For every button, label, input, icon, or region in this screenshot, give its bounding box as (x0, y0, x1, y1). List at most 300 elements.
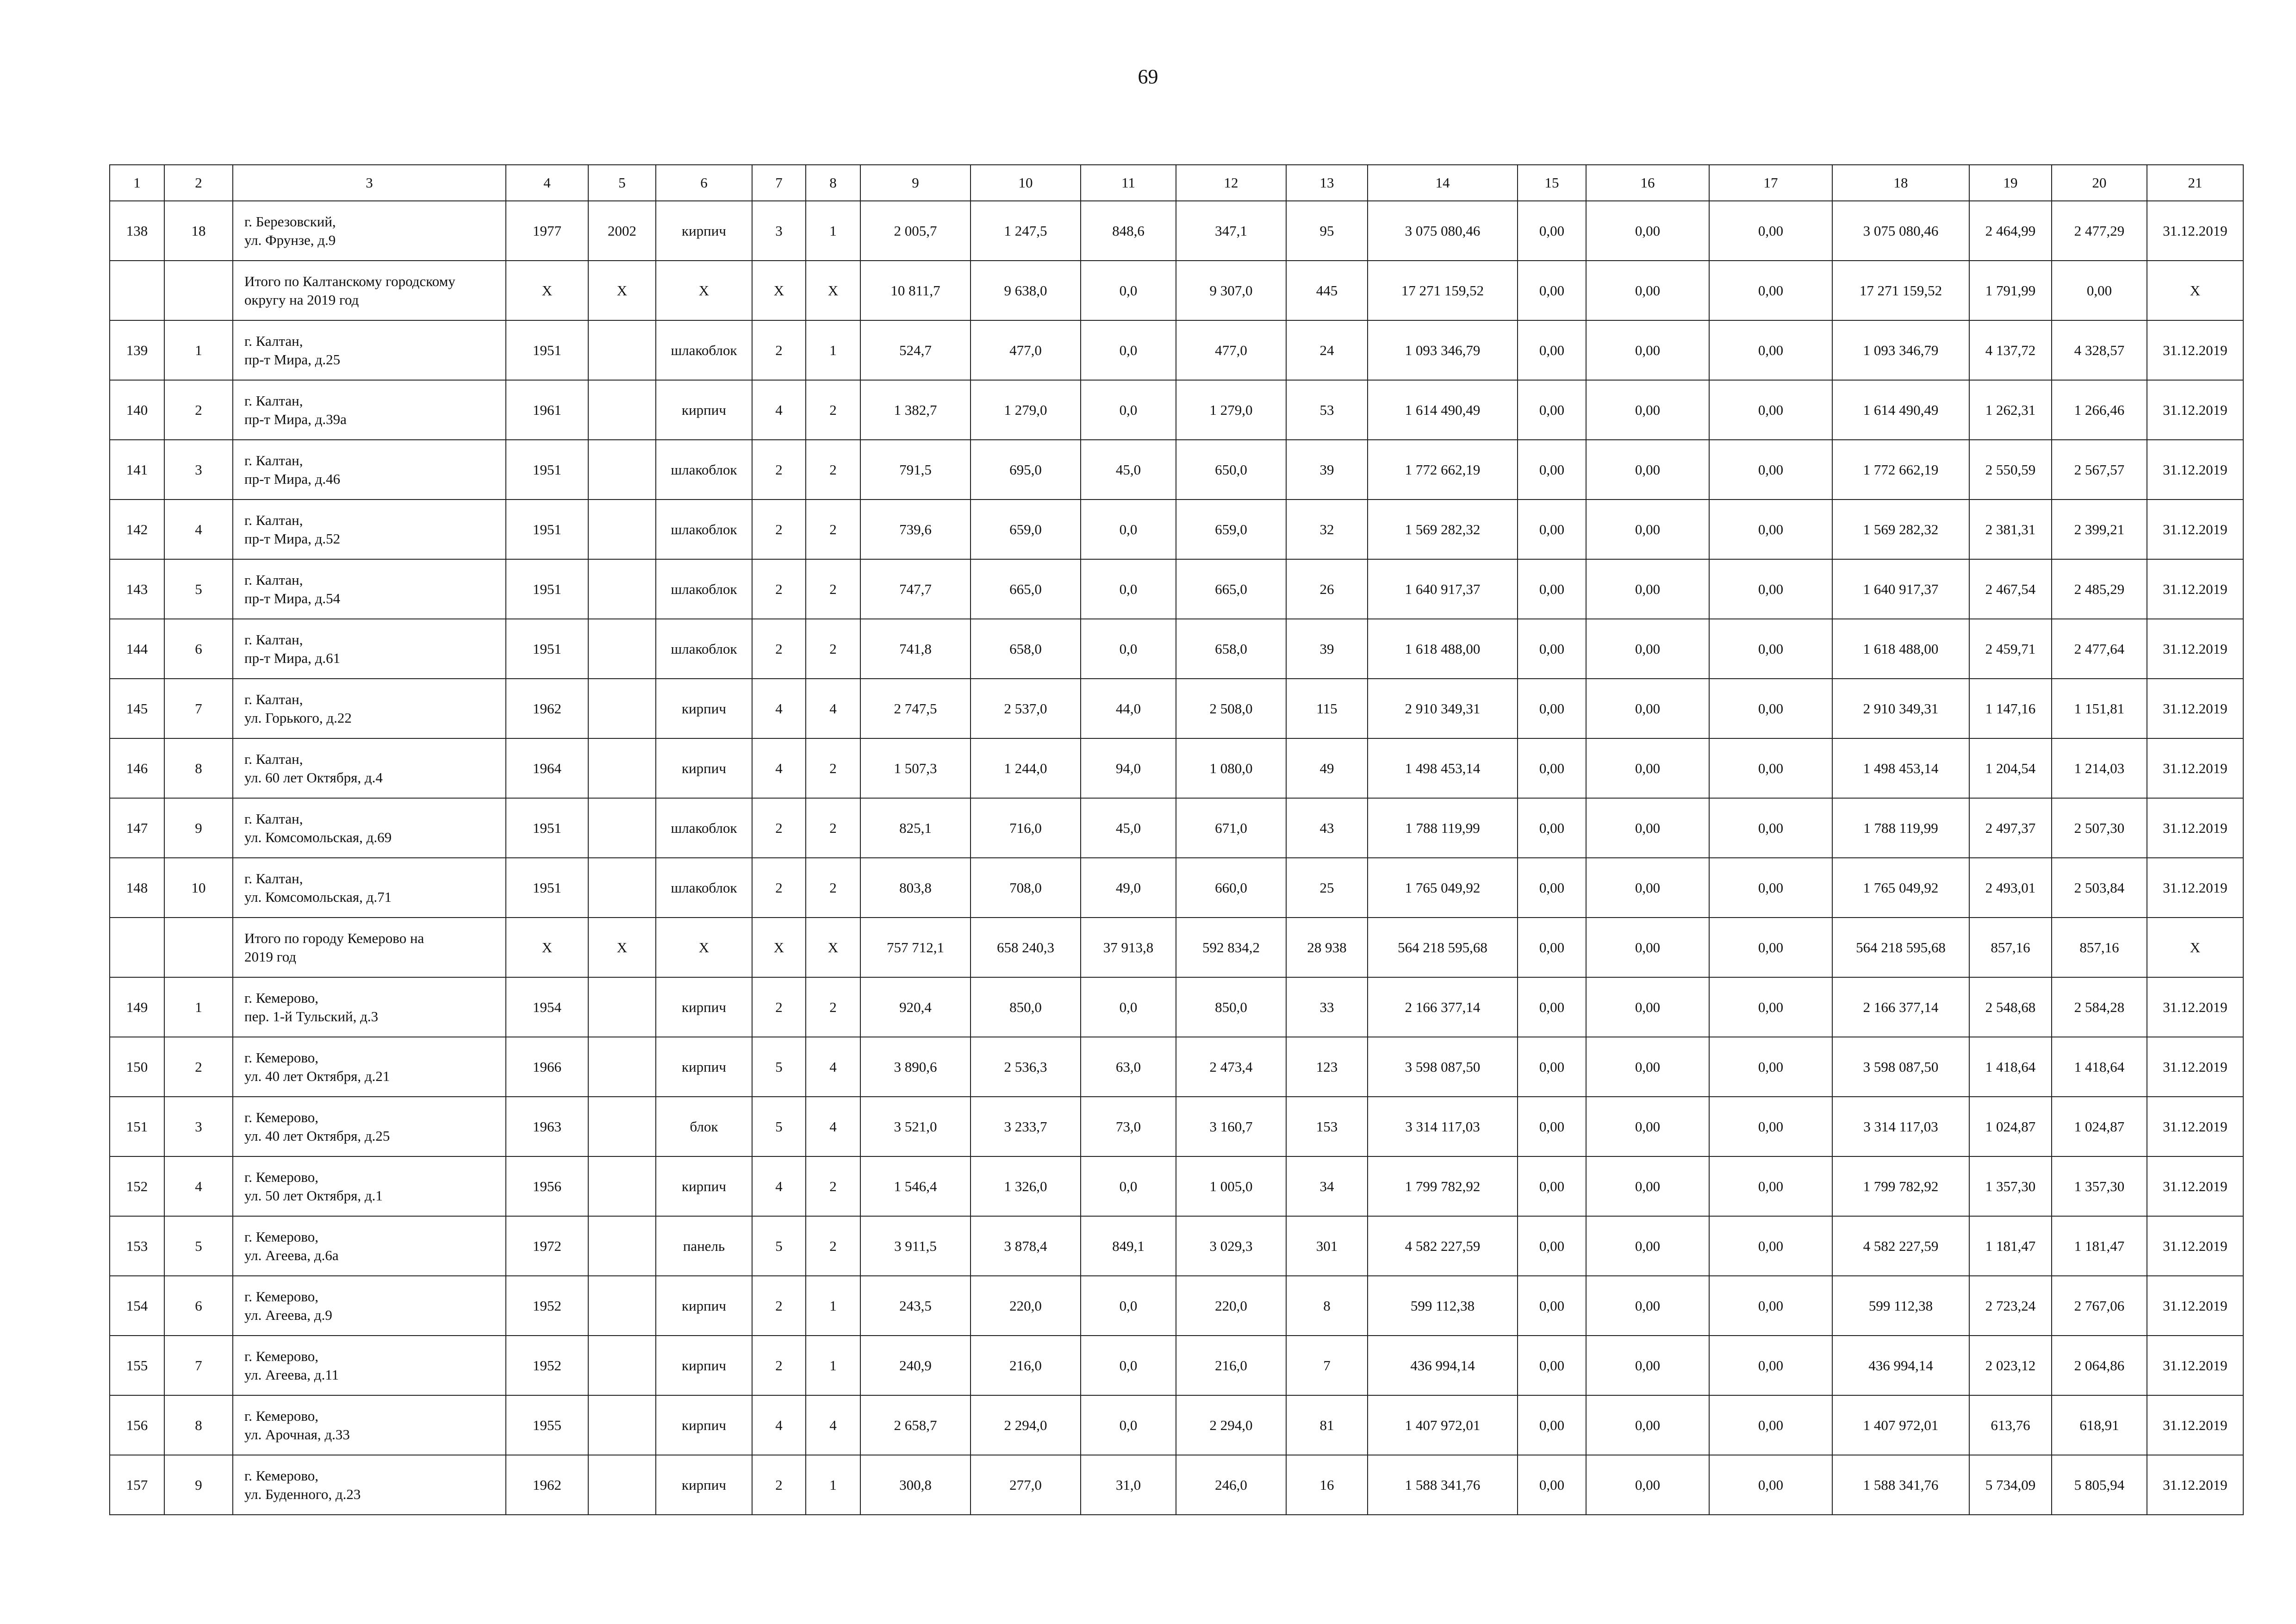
cell-col-11: 94,0 (1081, 738, 1176, 798)
cell-col-15: 0,00 (1518, 977, 1586, 1037)
table-total-row (110, 918, 2243, 977)
cell-col-20: 1 024,87 (2052, 1097, 2147, 1156)
cell-col-20: 2 507,30 (2052, 798, 2147, 858)
cell-col-14: 1 588 341,76 (1368, 1455, 1518, 1515)
cell-col-16: 0,00 (1586, 1037, 1709, 1097)
cell-col-9: 3 911,5 (860, 1216, 971, 1276)
cell-col-11: 73,0 (1081, 1097, 1176, 1156)
cell-col-1: 142 (110, 500, 164, 559)
cell-col-17: 0,00 (1709, 500, 1832, 559)
address-line-2: 2019 год (244, 948, 297, 965)
cell-col-4: 1962 (506, 1455, 588, 1515)
address-cell (233, 1276, 506, 1336)
cell-col-12: 3 160,7 (1176, 1097, 1286, 1156)
table-row (110, 440, 2243, 500)
cell-col-19: 1 418,64 (1969, 1037, 2052, 1097)
address-line-2: ул. 40 лет Октября, д.21 (244, 1068, 390, 1084)
cell-col-21: 31.12.2019 (2147, 201, 2243, 261)
table-row (110, 798, 2243, 858)
cell-col-8: 1 (806, 1336, 860, 1395)
cell-col-11: 45,0 (1081, 440, 1176, 500)
cell-col-14: 1 765 049,92 (1368, 858, 1518, 918)
cell-col-4: Х (506, 918, 588, 977)
address-line-1: г. Кемерово, (244, 1168, 319, 1185)
cell-col-15: 0,00 (1518, 619, 1586, 679)
cell-col-7: 2 (752, 1276, 806, 1336)
cell-col-13: 34 (1286, 1156, 1368, 1216)
cell-col-7: 4 (752, 679, 806, 738)
cell-col-16: 0,00 (1586, 201, 1709, 261)
cell-col-7: 2 (752, 440, 806, 500)
cell-col-17: 0,00 (1709, 1455, 1832, 1515)
cell-col-2 (164, 261, 233, 320)
cell-col-5: Х (588, 261, 656, 320)
address-cell (233, 1097, 506, 1156)
cell-col-10: 477,0 (971, 320, 1081, 380)
cell-col-12: 1 080,0 (1176, 738, 1286, 798)
cell-col-21: 31.12.2019 (2147, 559, 2243, 619)
address-line-1: г. Кемерово, (244, 1049, 319, 1066)
cell-col-16: 0,00 (1586, 1156, 1709, 1216)
column-header-17: 17 (1709, 165, 1832, 201)
table-row (110, 1455, 2243, 1515)
cell-col-9: 10 811,7 (860, 261, 971, 320)
cell-col-19: 2 723,24 (1969, 1276, 2052, 1336)
cell-col-8: 2 (806, 858, 860, 918)
cell-col-7: 5 (752, 1216, 806, 1276)
address-line-2: ул. 60 лет Октября, д.4 (244, 769, 383, 786)
cell-col-5 (588, 1156, 656, 1216)
cell-col-12: 477,0 (1176, 320, 1286, 380)
cell-col-7: 2 (752, 1455, 806, 1515)
cell-col-18: 436 994,14 (1832, 1336, 1969, 1395)
cell-col-11: 848,6 (1081, 201, 1176, 261)
table-row (110, 201, 2243, 261)
cell-col-2: 9 (164, 1455, 233, 1515)
cell-col-14: 2 166 377,14 (1368, 977, 1518, 1037)
cell-col-2: 1 (164, 320, 233, 380)
cell-col-10: 659,0 (971, 500, 1081, 559)
cell-col-18: 1 765 049,92 (1832, 858, 1969, 918)
cell-col-19: 1 262,31 (1969, 380, 2052, 440)
cell-col-14: 1 498 453,14 (1368, 738, 1518, 798)
column-header-12: 12 (1176, 165, 1286, 201)
cell-col-20: 2 064,86 (2052, 1336, 2147, 1395)
cell-col-1: 153 (110, 1216, 164, 1276)
cell-col-13: 81 (1286, 1395, 1368, 1455)
cell-col-10: 658,0 (971, 619, 1081, 679)
cell-col-17: 0,00 (1709, 858, 1832, 918)
cell-col-19: 1 147,16 (1969, 679, 2052, 738)
cell-col-21: 31.12.2019 (2147, 1097, 2243, 1156)
cell-col-9: 300,8 (860, 1455, 971, 1515)
cell-col-12: 1 279,0 (1176, 380, 1286, 440)
cell-col-5: Х (588, 918, 656, 977)
cell-col-5 (588, 738, 656, 798)
cell-col-2: 10 (164, 858, 233, 918)
cell-col-13: 301 (1286, 1216, 1368, 1276)
cell-col-11: 849,1 (1081, 1216, 1176, 1276)
address-line-2: пр-т Мира, д.39а (244, 411, 347, 427)
table-row (110, 380, 2243, 440)
cell-col-19: 2 381,31 (1969, 500, 2052, 559)
cell-col-1: 152 (110, 1156, 164, 1216)
address-line-2: ул. Комсомольская, д.69 (244, 829, 392, 845)
column-header-9: 9 (860, 165, 971, 201)
cell-col-8: 1 (806, 201, 860, 261)
address-line-1: г. Кемерово, (244, 1467, 319, 1484)
cell-col-18: 1 799 782,92 (1832, 1156, 1969, 1216)
cell-col-9: 524,7 (860, 320, 971, 380)
cell-col-8: Х (806, 918, 860, 977)
cell-col-14: 1 640 917,37 (1368, 559, 1518, 619)
address-line-1: г. Кемерово, (244, 1407, 319, 1424)
address-line-1: г. Калтан, (244, 810, 303, 827)
cell-col-14: 1 788 119,99 (1368, 798, 1518, 858)
cell-col-19: 1 357,30 (1969, 1156, 2052, 1216)
cell-col-21: 31.12.2019 (2147, 977, 2243, 1037)
cell-col-11: 0,0 (1081, 619, 1176, 679)
cell-col-6: шлакоблок (656, 440, 752, 500)
address-cell (233, 440, 506, 500)
cell-col-11: 0,0 (1081, 1156, 1176, 1216)
address-line-2: пр-т Мира, д.46 (244, 470, 341, 487)
cell-col-12: 665,0 (1176, 559, 1286, 619)
column-header-8: 8 (806, 165, 860, 201)
table-row (110, 500, 2243, 559)
cell-col-10: 695,0 (971, 440, 1081, 500)
cell-col-17: 0,00 (1709, 320, 1832, 380)
address-line-2: ул. 40 лет Октября, д.25 (244, 1127, 390, 1144)
cell-col-20: 2 767,06 (2052, 1276, 2147, 1336)
cell-col-21: 31.12.2019 (2147, 619, 2243, 679)
cell-col-2: 3 (164, 440, 233, 500)
cell-col-16: 0,00 (1586, 977, 1709, 1037)
address-cell (233, 858, 506, 918)
cell-col-7: 2 (752, 559, 806, 619)
column-header-20: 20 (2052, 165, 2147, 201)
cell-col-20: 2 485,29 (2052, 559, 2147, 619)
cell-col-18: 1 498 453,14 (1832, 738, 1969, 798)
cell-col-13: 95 (1286, 201, 1368, 261)
cell-col-15: 0,00 (1518, 1097, 1586, 1156)
cell-col-13: 49 (1286, 738, 1368, 798)
cell-col-18: 3 075 080,46 (1832, 201, 1969, 261)
cell-col-12: 1 005,0 (1176, 1156, 1286, 1216)
cell-col-16: 0,00 (1586, 679, 1709, 738)
cell-col-6: шлакоблок (656, 619, 752, 679)
cell-col-12: 246,0 (1176, 1455, 1286, 1515)
housing-register-table (109, 164, 2244, 1515)
cell-col-2: 2 (164, 1037, 233, 1097)
cell-col-18: 1 788 119,99 (1832, 798, 1969, 858)
cell-col-4: 1964 (506, 738, 588, 798)
cell-col-15: 0,00 (1518, 858, 1586, 918)
cell-col-8: 2 (806, 559, 860, 619)
table-row (110, 619, 2243, 679)
cell-col-13: 39 (1286, 440, 1368, 500)
cell-col-8: 4 (806, 1037, 860, 1097)
cell-col-21: 31.12.2019 (2147, 380, 2243, 440)
cell-col-13: 115 (1286, 679, 1368, 738)
cell-col-14: 1 569 282,32 (1368, 500, 1518, 559)
cell-col-21: 31.12.2019 (2147, 1156, 2243, 1216)
cell-col-4: 1954 (506, 977, 588, 1037)
cell-col-1: 141 (110, 440, 164, 500)
cell-col-1: 138 (110, 201, 164, 261)
cell-col-10: 665,0 (971, 559, 1081, 619)
column-header-1: 1 (110, 165, 164, 201)
cell-col-11: 0,0 (1081, 380, 1176, 440)
cell-col-18: 2 910 349,31 (1832, 679, 1969, 738)
cell-col-2: 5 (164, 559, 233, 619)
cell-col-6: шлакоблок (656, 320, 752, 380)
cell-col-13: 53 (1286, 380, 1368, 440)
cell-col-6: шлакоблок (656, 798, 752, 858)
cell-col-9: 1 382,7 (860, 380, 971, 440)
cell-col-10: 216,0 (971, 1336, 1081, 1395)
cell-col-2 (164, 918, 233, 977)
cell-col-10: 9 638,0 (971, 261, 1081, 320)
cell-col-9: 1 507,3 (860, 738, 971, 798)
cell-col-15: 0,00 (1518, 1037, 1586, 1097)
address-cell (233, 1156, 506, 1216)
cell-col-10: 1 244,0 (971, 738, 1081, 798)
cell-col-13: 123 (1286, 1037, 1368, 1097)
cell-col-20: 857,16 (2052, 918, 2147, 977)
cell-col-11: 0,0 (1081, 1336, 1176, 1395)
cell-col-8: 2 (806, 380, 860, 440)
cell-col-14: 1 407 972,01 (1368, 1395, 1518, 1455)
cell-col-14: 564 218 595,68 (1368, 918, 1518, 977)
cell-col-11: 0,0 (1081, 1276, 1176, 1336)
cell-col-1: 154 (110, 1276, 164, 1336)
cell-col-18: 17 271 159,52 (1832, 261, 1969, 320)
cell-col-19: 5 734,09 (1969, 1455, 2052, 1515)
address-line-1: г. Кемерово, (244, 1228, 319, 1245)
column-header-2: 2 (164, 165, 233, 201)
cell-col-10: 220,0 (971, 1276, 1081, 1336)
cell-col-7: 4 (752, 1156, 806, 1216)
cell-col-17: 0,00 (1709, 1276, 1832, 1336)
cell-col-19: 857,16 (1969, 918, 2052, 977)
address-cell (233, 500, 506, 559)
table-row (110, 977, 2243, 1037)
address-cell (233, 1395, 506, 1455)
table-row (110, 1336, 2243, 1395)
cell-col-13: 39 (1286, 619, 1368, 679)
address-line-1: г. Березовский, (244, 213, 336, 230)
cell-col-12: 347,1 (1176, 201, 1286, 261)
cell-col-2: 1 (164, 977, 233, 1037)
cell-col-16: 0,00 (1586, 798, 1709, 858)
cell-col-19: 2 467,54 (1969, 559, 2052, 619)
cell-col-6: шлакоблок (656, 500, 752, 559)
cell-col-17: 0,00 (1709, 918, 1832, 977)
cell-col-11: 63,0 (1081, 1037, 1176, 1097)
cell-col-5 (588, 1037, 656, 1097)
cell-col-15: 0,00 (1518, 440, 1586, 500)
cell-col-9: 757 712,1 (860, 918, 971, 977)
cell-col-12: 9 307,0 (1176, 261, 1286, 320)
column-header-6: 6 (656, 165, 752, 201)
cell-col-6: кирпич (656, 1455, 752, 1515)
cell-col-7: Х (752, 261, 806, 320)
cell-col-19: 2 459,71 (1969, 619, 2052, 679)
cell-col-4: 1961 (506, 380, 588, 440)
cell-col-14: 599 112,38 (1368, 1276, 1518, 1336)
cell-col-5 (588, 679, 656, 738)
cell-col-9: 2 747,5 (860, 679, 971, 738)
cell-col-8: 4 (806, 679, 860, 738)
cell-col-18: 1 407 972,01 (1832, 1395, 1969, 1455)
address-cell (233, 261, 506, 320)
cell-col-13: 28 938 (1286, 918, 1368, 977)
cell-col-2: 6 (164, 619, 233, 679)
cell-col-21: 31.12.2019 (2147, 1395, 2243, 1455)
cell-col-20: 618,91 (2052, 1395, 2147, 1455)
column-header-18: 18 (1832, 165, 1969, 201)
cell-col-12: 660,0 (1176, 858, 1286, 918)
address-line-2: ул. 50 лет Октября, д.1 (244, 1187, 383, 1204)
cell-col-1: 149 (110, 977, 164, 1037)
cell-col-12: 2 473,4 (1176, 1037, 1286, 1097)
cell-col-10: 850,0 (971, 977, 1081, 1037)
cell-col-4: 1951 (506, 440, 588, 500)
cell-col-1: 140 (110, 380, 164, 440)
column-header-15: 15 (1518, 165, 1586, 201)
cell-col-13: 7 (1286, 1336, 1368, 1395)
cell-col-12: 220,0 (1176, 1276, 1286, 1336)
cell-col-15: 0,00 (1518, 798, 1586, 858)
cell-col-8: 4 (806, 1395, 860, 1455)
cell-col-7: 2 (752, 858, 806, 918)
cell-col-11: 0,0 (1081, 500, 1176, 559)
cell-col-7: 2 (752, 798, 806, 858)
address-line-2: пр-т Мира, д.25 (244, 351, 341, 368)
cell-col-17: 0,00 (1709, 1037, 1832, 1097)
address-line-1: г. Кемерово, (244, 989, 319, 1006)
cell-col-17: 0,00 (1709, 619, 1832, 679)
cell-col-6: Х (656, 261, 752, 320)
cell-col-18: 1 772 662,19 (1832, 440, 1969, 500)
cell-col-14: 1 772 662,19 (1368, 440, 1518, 500)
address-line-1: г. Кемерово, (244, 1288, 319, 1305)
cell-col-10: 708,0 (971, 858, 1081, 918)
address-cell (233, 977, 506, 1037)
cell-col-11: 37 913,8 (1081, 918, 1176, 977)
cell-col-11: 0,0 (1081, 320, 1176, 380)
cell-col-14: 3 314 117,03 (1368, 1097, 1518, 1156)
cell-col-17: 0,00 (1709, 679, 1832, 738)
cell-col-12: 216,0 (1176, 1336, 1286, 1395)
cell-col-16: 0,00 (1586, 1097, 1709, 1156)
cell-col-21: 31.12.2019 (2147, 858, 2243, 918)
table-total-row (110, 261, 2243, 320)
cell-col-13: 24 (1286, 320, 1368, 380)
address-line-1: Итого по городу Кемерово на (244, 930, 424, 946)
cell-col-4: 1951 (506, 500, 588, 559)
cell-col-5 (588, 500, 656, 559)
address-cell (233, 798, 506, 858)
table-row (110, 738, 2243, 798)
cell-col-5 (588, 380, 656, 440)
address-cell (233, 559, 506, 619)
cell-col-20: 5 805,94 (2052, 1455, 2147, 1515)
cell-col-19: 4 137,72 (1969, 320, 2052, 380)
table-row (110, 1097, 2243, 1156)
cell-col-18: 599 112,38 (1832, 1276, 1969, 1336)
cell-col-15: 0,00 (1518, 559, 1586, 619)
cell-col-5 (588, 1097, 656, 1156)
table-row (110, 1395, 2243, 1455)
address-line-2: пер. 1-й Тульский, д.3 (244, 1008, 379, 1024)
address-line-1: г. Калтан, (244, 750, 303, 767)
cell-col-9: 1 546,4 (860, 1156, 971, 1216)
cell-col-19: 1 181,47 (1969, 1216, 2052, 1276)
cell-col-12: 2 508,0 (1176, 679, 1286, 738)
cell-col-6: шлакоблок (656, 559, 752, 619)
cell-col-5 (588, 320, 656, 380)
cell-col-10: 277,0 (971, 1455, 1081, 1515)
cell-col-15: 0,00 (1518, 201, 1586, 261)
address-line-1: г. Калтан, (244, 631, 303, 648)
table-row (110, 559, 2243, 619)
cell-col-13: 33 (1286, 977, 1368, 1037)
cell-col-11: 0,0 (1081, 559, 1176, 619)
cell-col-8: 2 (806, 738, 860, 798)
address-cell (233, 1216, 506, 1276)
cell-col-21: 31.12.2019 (2147, 440, 2243, 500)
cell-col-13: 43 (1286, 798, 1368, 858)
address-cell (233, 1037, 506, 1097)
cell-col-7: 2 (752, 320, 806, 380)
cell-col-16: 0,00 (1586, 380, 1709, 440)
cell-col-21: 31.12.2019 (2147, 1216, 2243, 1276)
cell-col-6: кирпич (656, 1276, 752, 1336)
cell-col-10: 1 247,5 (971, 201, 1081, 261)
cell-col-12: 658,0 (1176, 619, 1286, 679)
cell-col-20: 2 477,64 (2052, 619, 2147, 679)
cell-col-12: 850,0 (1176, 977, 1286, 1037)
cell-col-11: 0,0 (1081, 977, 1176, 1037)
cell-col-13: 25 (1286, 858, 1368, 918)
cell-col-19: 2 548,68 (1969, 977, 2052, 1037)
cell-col-14: 2 910 349,31 (1368, 679, 1518, 738)
address-cell (233, 1336, 506, 1395)
cell-col-4: 1952 (506, 1276, 588, 1336)
cell-col-9: 243,5 (860, 1276, 971, 1336)
address-line-1: г. Кемерово, (244, 1109, 319, 1125)
cell-col-21: 31.12.2019 (2147, 798, 2243, 858)
cell-col-5 (588, 1336, 656, 1395)
cell-col-17: 0,00 (1709, 977, 1832, 1037)
cell-col-20: 4 328,57 (2052, 320, 2147, 380)
cell-col-2: 4 (164, 500, 233, 559)
cell-col-8: 1 (806, 1276, 860, 1336)
cell-col-1: 157 (110, 1455, 164, 1515)
cell-col-15: 0,00 (1518, 738, 1586, 798)
column-header-19: 19 (1969, 165, 2052, 201)
cell-col-20: 2 399,21 (2052, 500, 2147, 559)
cell-col-8: 2 (806, 798, 860, 858)
cell-col-21: 31.12.2019 (2147, 500, 2243, 559)
cell-col-6: блок (656, 1097, 752, 1156)
address-line-1: Итого по Калтанскому городскому (244, 273, 455, 289)
cell-col-1: 143 (110, 559, 164, 619)
cell-col-16: 0,00 (1586, 440, 1709, 500)
address-cell (233, 201, 506, 261)
